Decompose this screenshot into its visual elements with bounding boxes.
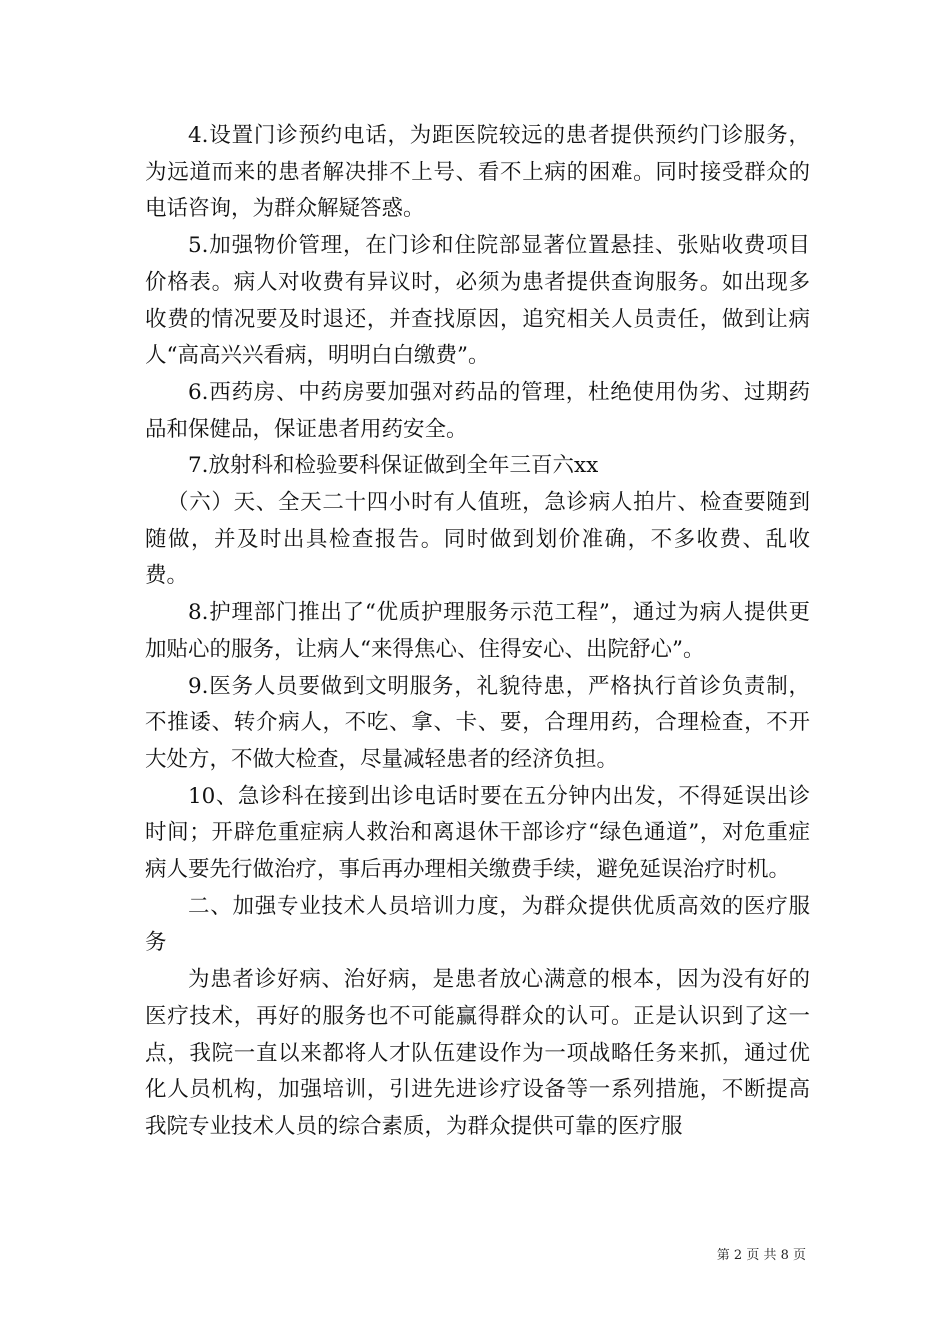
section-heading-2: 二、加强专业技术人员培训力度，为群众提供优质高效的医疗服务 [145, 893, 810, 956]
paragraph-item-6: 6.西药房、中药房要加强对药品的管理，杜绝使用伪劣、过期药品和保健品，保证患者用药安全。 [145, 379, 810, 442]
paragraph-item-8: 8.护理部门推出了“优质护理服务示范工程”，通过为病人提供更加贴心的服务，让病人“来得焦心、住得安心、出院舒心”。 [145, 600, 810, 662]
paragraph-section-2-body: 为患者诊好病、治好病，是患者放心满意的根本，因为没有好的医疗技术，再好的服务也不可能赢得群众的认可。正是认识到了这一点，我院一直以来都将人才队伍建设作为一项战略任务来抓，通过优化人员机构，加强培训，引进先进诊疗设备等一系列措施，不断提高我院专业技术人员的综合素质，为群众提供可靠的医疗服 [145, 967, 810, 1139]
paragraph-item-10: 10、急诊科在接到出诊电话时要在五分钟内出发，不得延误出诊时间；开辟危重症病人救治和离退休干部诊疗“绿色通道”，对危重症病人要先行做治疗，事后再办理相关缴费手续，避免延误治疗时机。 [145, 783, 810, 883]
page-number-footer: 第 2 页 共 8 页 [716, 1248, 806, 1263]
document-body [145, 118, 810, 1146]
paragraph-item-7: 7.放射科和检验要科保证做到全年三百六xx [188, 453, 599, 479]
paragraph-item-4: 4.设置门诊预约电话，为距医院较远的患者提供预约门诊服务，为远道而来的患者解决排不上号、看不上病的困难。同时接受群众的电话咨询，为群众解疑答惑。 [145, 123, 810, 222]
paragraph-item-5: 5.加强物价管理，在门诊和住院部显著位置悬挂、张贴收费项目价格表。病人对收费有异议时，必须为患者提供查询服务。如出现多收费的情况要及时退还，并查找原因，追究相关人员责任，做到让病人“高高兴兴看病，明明白白缴费”。 [145, 233, 810, 369]
paragraph-item-7-continued: （六）天、全天二十四小时有人值班，急诊病人拍片、检查要随到随做，并及时出具检查报告。同时做到划价准确，不多收费、乱收费。 [145, 490, 810, 589]
paragraph-item-9: 9.医务人员要做到文明服务，礼貌待患，严格执行首诊负责制，不推诿、转介病人，不吃、拿、卡、要，合理用药，合理检查，不开大处方，不做大检查，尽量减轻患者的经济负担。 [145, 673, 810, 772]
